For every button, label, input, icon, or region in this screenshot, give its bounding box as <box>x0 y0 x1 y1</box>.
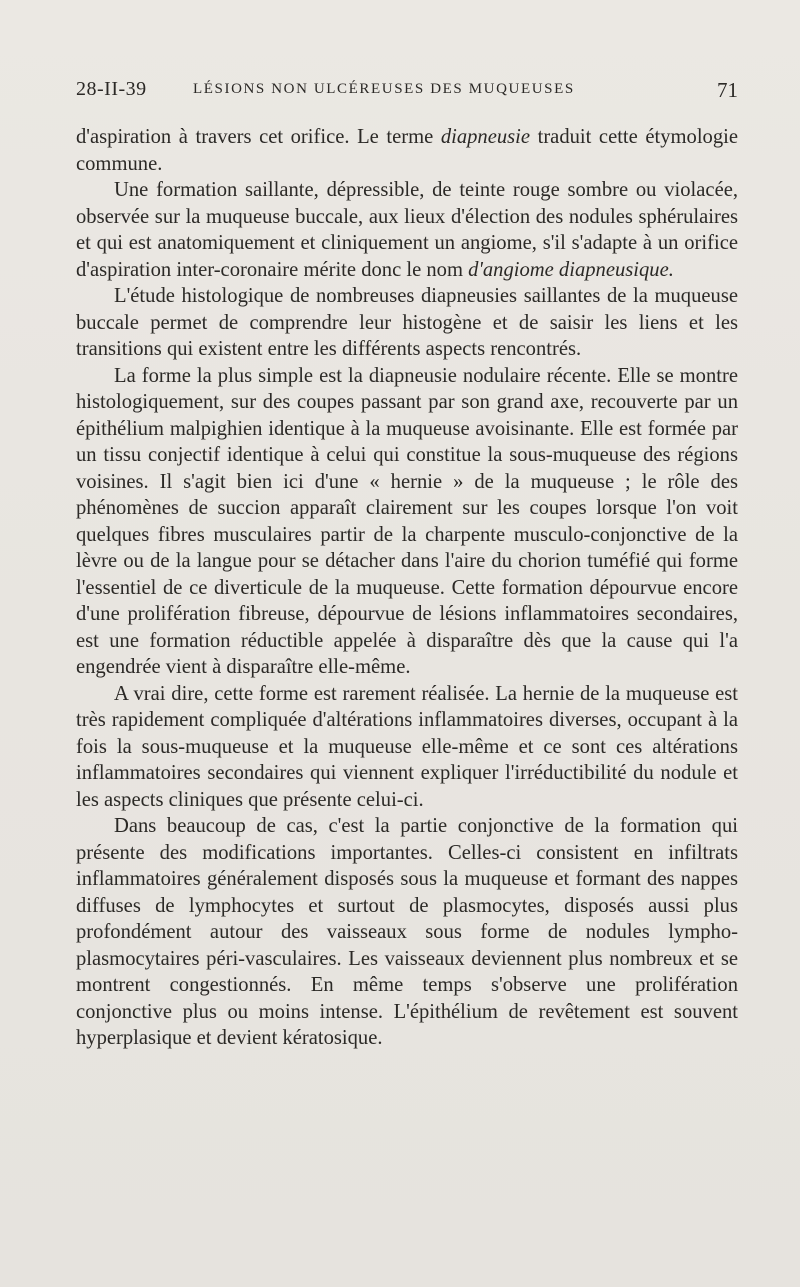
paragraph-1-text-end: traduit cette étymologie commune. <box>76 126 739 175</box>
paragraph-6: Dans beaucoup de cas, c'est la partie conjonctive de la formation qui présente des modifications importantes. Celles-ci consistent en infiltrats inflammatoires généralement disposés sous la muqueuse et formant des nappes diffuses de lymphocytes et surtout de plasmocytes, disposés aussi plus profondément autour des vaisseaux sous forme de nodules lympho-plasmocytaires péri-vasculaires. Les vaisseaux deviennent plus nombreux et se montrent congestionnés. En même temps s'observe une prolifération conjonctive plus ou moins intense. L'épithélium de revêtement est souvent hyperplasique et devient kératosique. <box>76 815 738 1049</box>
paragraph-1-italic-term: diapneusie <box>440 126 531 148</box>
paragraph-3: L'étude histologique de nombreuses diapneusies saillantes de la muqueuse buccale permet de comprendre leur histogène et de saisir les liens et les transitions qui existent entre les différents aspects rencontrés. <box>76 285 738 360</box>
paragraph-5: A vrai dire, cette forme est rarement réalisée. La hernie de la muqueuse est très rapidement compliquée d'altérations inflammatoires diverses, occupant à la fois la sous-muqueuse et la muqueuse elle-même et ce sont ces altérations inflammatoires secondaires qui viennent expliquer l'irréductibilité du nodule et les aspects cliniques que présente celui-ci. <box>76 682 738 811</box>
running-head <box>76 78 738 104</box>
paragraph-4: La forme la plus simple est la diapneusie nodulaire récente. Elle se montre histologiquement, sur des coupes passant par son grand axe, recouverte par un épithélium malpighien identique à la muqueuse avoisinante. Elle est formée par un tissu conjectif identique à celui qui constitue la sous-muqueuse des régions voisines. Il s'agit bien ici d'une « hernie » de la muqueuse ; le rôle des phénomènes de succion apparaît clairement sur les coupes lorsque l'on voit quelques fibres musculaires partir de la charpente musculo-conjonctive de la lèvre ou de la langue pour se détacher dans l'aire du chorion tuméfié qui forme l'essentiel de ce diverticule de la muqueuse. Cette formation dépourvue encore d'une prolifération fibreuse, dépourvue de lésions inflammatoires secondaires, est une formation réductible appelée à disparaître dès que la cause qui l'a engendrée vient à disparaître elle-même. <box>76 364 738 678</box>
body-text <box>76 124 738 1052</box>
paragraph-1-text-start: d'aspiration à travers cet orifice. Le terme <box>76 126 441 148</box>
paragraph-2-italic-term: d'angiome diapneusique. <box>468 258 674 281</box>
running-head-title: LÉSIONS NON ULCÉREUSES DES MUQUEUSES <box>193 81 575 97</box>
running-head-date: 28-II-39 <box>76 78 147 100</box>
paragraph-2 <box>76 177 738 283</box>
paragraph-2-text: Une formation saillante, dépressible, de teinte rouge sombre ou violacée, observée sur la muqueuse buccale, aux lieux d'élection des nodules sphérulaires et qui est anatomiquement et cliniquement un angiome, s'il s'adapte à un orifice d'aspiration inter-coronaire mérite donc le nom <box>76 179 738 281</box>
page-number: 71 <box>717 78 738 102</box>
paragraph-1 <box>76 124 738 177</box>
